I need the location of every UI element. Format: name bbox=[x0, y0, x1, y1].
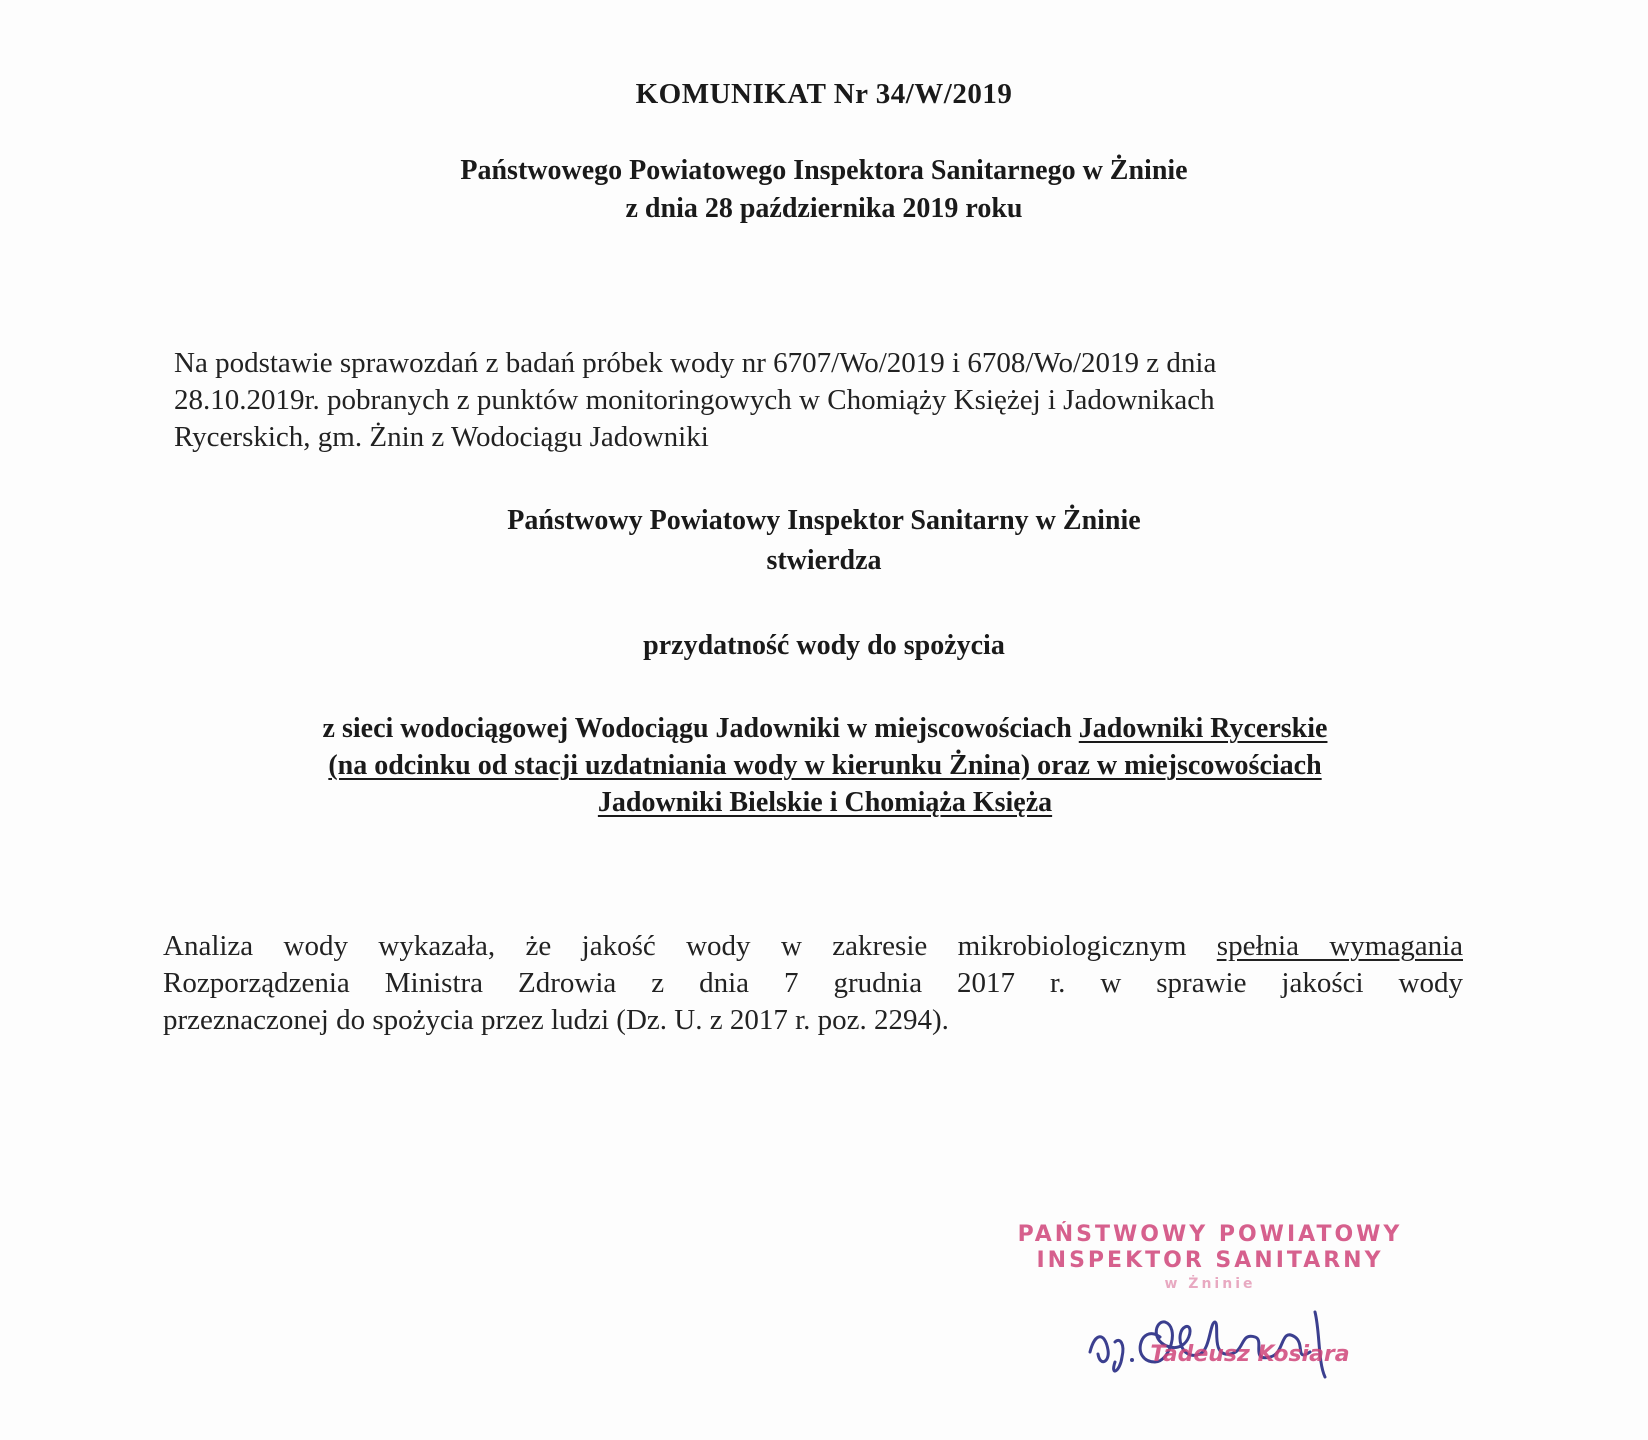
analysis-line-3: przeznaczonej do spożycia przez ludzi (Dz. U. z 2017 r. poz. 2294). bbox=[163, 1004, 949, 1036]
stamp-line-2: INSPEKTOR SANITARNY bbox=[1036, 1248, 1384, 1273]
document-title: KOMUNIKAT Nr 34/W/2019 bbox=[635, 78, 1013, 110]
analysis-line-1-underlined: spełnia wymagania bbox=[1216, 930, 1463, 962]
inspector-heading: Państwowy Powiatowy Inspektor Sanitarny w Żninie bbox=[507, 505, 1141, 536]
network-line-1-underlined: Jadowniki Rycerskie bbox=[1078, 713, 1328, 744]
analysis-line-1-plain: Analiza wody wykazała, że jakość wody w zakresie mikrobiologicznym bbox=[163, 930, 1217, 962]
official-stamp bbox=[1010, 1222, 1430, 1382]
analysis-line-2: Rozporządzenia Ministra Zdrowia z dnia 7 grudnia 2017 r. w sprawie jakości wody bbox=[163, 967, 1463, 999]
analysis-line-1 bbox=[163, 928, 1463, 965]
stamp-line-3: w Żninie bbox=[1164, 1276, 1256, 1292]
stamp-signer-name: Tadeusz Kosiara bbox=[1150, 1342, 1350, 1367]
network-line-1 bbox=[180, 710, 1470, 747]
handwritten-signature bbox=[1070, 1282, 1370, 1382]
network-statement bbox=[180, 710, 1470, 821]
analysis-paragraph bbox=[163, 928, 1463, 1039]
date-line: z dnia 28 października 2019 roku bbox=[625, 193, 1023, 224]
network-line-1-plain: z sieci wodociągowej Wodociągu Jadowniki w miejscowościach bbox=[322, 713, 1079, 744]
intro-line-2: 28.10.2019r. pobranych z punktów monitoringowych w Chomiąży Księżej i Jadownikach bbox=[174, 384, 1215, 416]
issuer-line: Państwowego Powiatowego Inspektora Sanitarnego w Żninie bbox=[460, 155, 1188, 186]
intro-paragraph bbox=[174, 345, 1414, 456]
verb-heading: stwierdza bbox=[766, 545, 882, 576]
network-line-3: Jadowniki Bielskie i Chomiąża Księża bbox=[597, 787, 1053, 818]
intro-line-3: Rycerskich, gm. Żnin z Wodociągu Jadowniki bbox=[174, 421, 709, 453]
fitness-heading: przydatność wody do spożycia bbox=[643, 630, 1005, 661]
network-line-2: (na odcinku od stacji uzdatniania wody w kierunku Żnina) oraz w miejscowościach bbox=[328, 750, 1322, 781]
intro-line-1: Na podstawie sprawozdań z badań próbek wody nr 6707/Wo/2019 i 6708/Wo/2019 z dnia bbox=[174, 347, 1217, 379]
stamp-line-1: PAŃSTWOWY POWIATOWY bbox=[1017, 1222, 1403, 1247]
